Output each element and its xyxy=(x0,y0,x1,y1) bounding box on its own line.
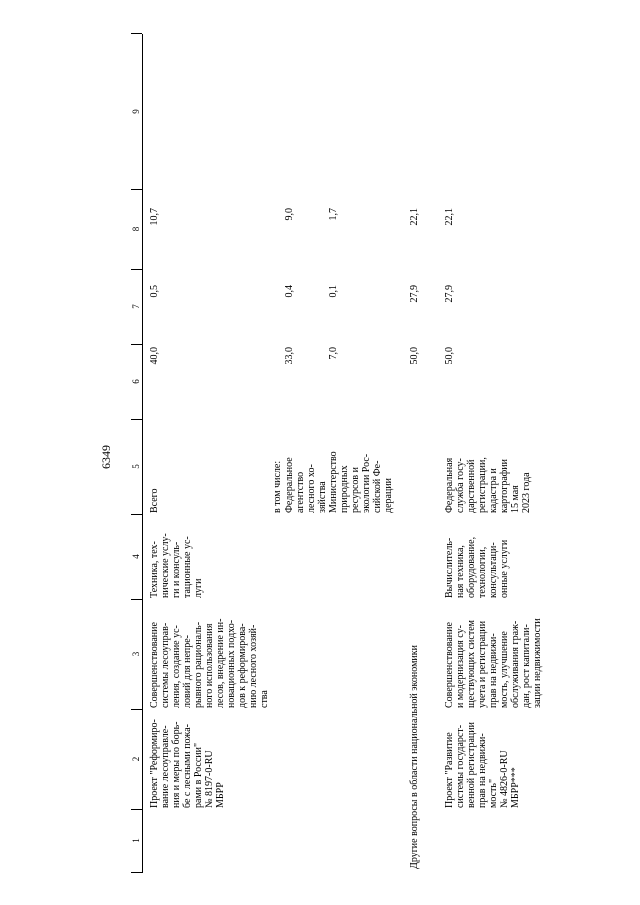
section-total-8: 22,1 xyxy=(409,208,420,226)
sub1-value-6: 33,0 xyxy=(284,347,295,365)
line: агентство xyxy=(295,471,306,513)
line: Проект "Развитие xyxy=(444,732,455,808)
line: зации недвижимости xyxy=(532,618,543,708)
row1-total-label: Всего xyxy=(149,488,160,513)
line: картографии xyxy=(499,459,510,513)
sub1-value-7: 0,4 xyxy=(284,285,295,298)
row2-agency xyxy=(444,420,532,513)
line: сийской Фе- xyxy=(372,460,383,513)
line: учета и регистрации xyxy=(477,620,488,708)
section-title: Другие вопросы в области национальной экономики xyxy=(409,645,420,869)
header-cell-7: 7 xyxy=(131,269,142,345)
line: № 4826-0-RU xyxy=(499,750,510,808)
line: кадастра и xyxy=(488,468,499,513)
row1-services xyxy=(149,515,204,598)
row1-value-6: 40,0 xyxy=(149,347,160,365)
line: рывного рациональ- xyxy=(193,621,204,708)
line: мость, улучшение xyxy=(499,631,510,708)
line: Проект "Реформиро- xyxy=(149,719,160,808)
line: вание лесоуправле- xyxy=(160,725,171,808)
line: тационные ус- xyxy=(182,536,193,598)
line: бе с лесными пожа- xyxy=(182,724,193,808)
row2-value-8: 22,1 xyxy=(444,208,455,226)
section-total-7: 27,9 xyxy=(409,285,420,303)
line: ресурсов и xyxy=(350,466,361,513)
line: новационных подхо- xyxy=(226,619,237,708)
line: Совершенствование xyxy=(444,622,455,708)
row2-value-7: 27,9 xyxy=(444,285,455,303)
line: и модернизация су- xyxy=(455,625,466,708)
line: ществующих систем xyxy=(466,620,477,708)
sub1-value-8: 9,0 xyxy=(284,208,295,221)
line: нические услу- xyxy=(160,533,171,598)
line: обслуживания граж- xyxy=(510,620,521,708)
line: Федеральное xyxy=(284,457,295,513)
line: регистрации, xyxy=(477,457,488,513)
row1-value-7: 0,5 xyxy=(149,285,160,298)
header-cell-6: 6 xyxy=(131,344,142,420)
line: 2023 года xyxy=(521,472,532,513)
line: мость" xyxy=(488,778,499,808)
line: оборудование, xyxy=(466,536,477,598)
header-cell-4: 4 xyxy=(131,514,142,600)
line: Техника, тех- xyxy=(149,541,160,598)
line: ного использования xyxy=(204,623,215,708)
line: луги xyxy=(193,578,204,598)
line: экологии Рос- xyxy=(361,453,372,513)
section-total-6: 50,0 xyxy=(409,347,420,365)
line: дан, рост капитали- xyxy=(521,624,532,708)
table-header xyxy=(131,34,143,873)
line: Совершенствование xyxy=(149,622,160,708)
line: Федеральная xyxy=(444,457,455,513)
line: нию лесного хозяй- xyxy=(248,624,259,708)
line: природных xyxy=(339,465,350,513)
line: Министерство xyxy=(328,451,339,513)
line: ловий для непре- xyxy=(182,634,193,708)
row2-project-name xyxy=(444,710,521,808)
line: венной регистрации xyxy=(466,722,477,808)
header-cell-5: 5 xyxy=(131,419,142,515)
sub2-value-7: 0,1 xyxy=(328,285,339,298)
line: ства xyxy=(259,690,270,708)
sub1-agency-name xyxy=(284,420,328,513)
line: дов к реформирова- xyxy=(237,623,248,708)
rotated-table-page xyxy=(91,34,591,873)
line: Вычислитель- xyxy=(444,537,455,598)
sub2-agency-name xyxy=(328,420,394,513)
line: МБРР*** xyxy=(510,767,521,808)
including-label: в том числе: xyxy=(272,460,283,513)
sub2-value-8: 1,7 xyxy=(328,208,339,221)
line: прав на недвижи- xyxy=(488,633,499,708)
sub2-value-6: 7,0 xyxy=(328,347,339,360)
line: ния и меры по борь- xyxy=(171,721,182,808)
line: МБРР xyxy=(215,782,226,808)
header-cell-8: 8 xyxy=(131,189,142,270)
header-cell-3: 3 xyxy=(131,599,142,710)
line: системы государст- xyxy=(455,724,466,808)
line: онные услуги xyxy=(499,539,510,598)
row2-value-6: 50,0 xyxy=(444,347,455,365)
row2-services xyxy=(444,515,510,598)
line: прав на недвижи- xyxy=(477,733,488,808)
line: № 8197-0-RU xyxy=(204,750,215,808)
line: 15 мая xyxy=(510,485,521,513)
line: консультаци- xyxy=(488,542,499,598)
line: ги и консуль- xyxy=(171,541,182,598)
line: системы лесоуправ- xyxy=(160,622,171,708)
line: лесного хо- xyxy=(306,464,317,513)
line: служба госу- xyxy=(455,458,466,513)
header-cell-9: 9 xyxy=(131,33,142,190)
line: дарственной xyxy=(466,459,477,513)
page-number: 6349 xyxy=(99,445,113,469)
line: зяйства xyxy=(317,481,328,513)
line: ления, создание ус- xyxy=(171,625,182,708)
row1-project-name xyxy=(149,710,226,808)
line: дерации xyxy=(383,477,394,513)
line: ная техника, xyxy=(455,545,466,598)
line: технологии, xyxy=(477,546,488,598)
header-cell-1: 1 xyxy=(131,809,142,873)
row2-purpose xyxy=(444,600,543,708)
line: рами в России" xyxy=(193,742,204,808)
row1-purpose xyxy=(149,600,270,708)
line: лесов, внедрение ин- xyxy=(215,618,226,708)
row1-value-8: 10,7 xyxy=(149,208,160,226)
header-cell-2: 2 xyxy=(131,709,142,810)
